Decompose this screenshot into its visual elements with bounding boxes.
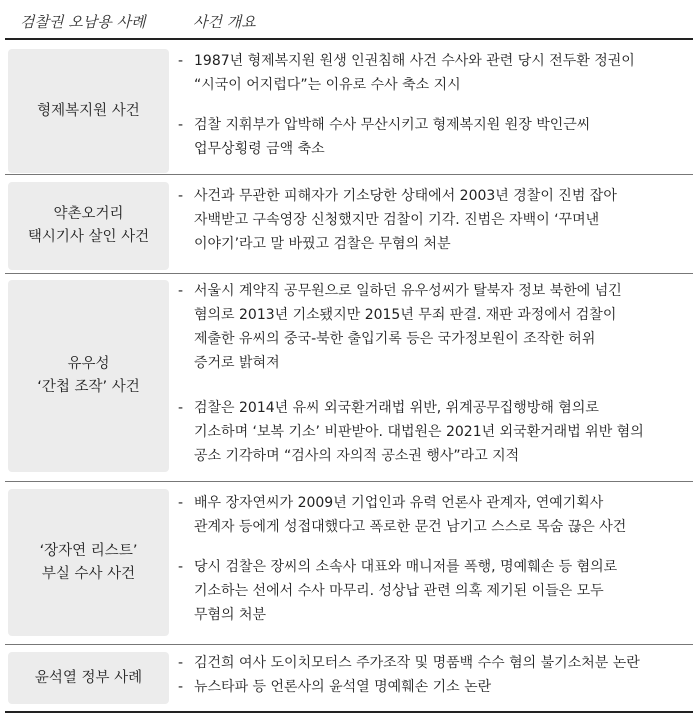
summary-item	[178, 279, 690, 375]
case-title-line: 약촌오거리	[53, 206, 124, 222]
case-title-cell	[8, 49, 169, 173]
case-title-line: 부실 수사 사건	[41, 565, 136, 582]
bullet-dash: -	[178, 117, 184, 133]
summary-item	[178, 555, 690, 627]
bullet-dash: -	[178, 679, 184, 695]
case-title-cell	[8, 652, 169, 704]
summary-line: 김건희 여사 도이치모터스 주가조작 및 명품백 수수 혐의 불기소처분 논란	[194, 655, 640, 671]
row-divider	[5, 481, 693, 482]
summary-line: 자백받고 구속영장 신청했지만 검찰이 기각. 진범은 자백이 ‘꾸며낸	[194, 212, 600, 228]
summary-text	[194, 491, 690, 539]
summary-text	[194, 113, 690, 161]
bullet-dash: -	[178, 495, 184, 511]
summary-item	[178, 651, 690, 675]
summary-item	[178, 184, 690, 256]
summary-line: 혐의로 2013년 기소됐지만 2015년 무죄 판결. 재판 과정에서 검찰이	[194, 307, 617, 323]
bottom-rule	[5, 711, 693, 713]
summary-item	[178, 113, 690, 161]
bullet-dash: -	[178, 283, 184, 299]
summary-line: 제출한 유씨의 중국-북한 출입기록 등은 국가정보원이 조작한 허위	[194, 331, 596, 347]
case-title	[8, 667, 169, 690]
summary-text	[194, 651, 690, 675]
summary-text	[194, 184, 690, 256]
summary-line: 검찰 지휘부가 압박해 수사 무산시키고 형제복지원 원장 박인근씨	[194, 117, 591, 133]
case-title-line: 유우성	[67, 356, 110, 372]
summary-line: 증거로 밝혀져	[194, 355, 280, 371]
summary-item	[178, 491, 690, 539]
case-title-cell	[8, 489, 169, 636]
case-title-line: 윤석열 정부 사례	[34, 669, 143, 686]
case-title-cell	[8, 182, 169, 270]
summary-line: 당시 검찰은 장씨의 소속사 대표와 매니저를 폭행, 명예훼손 등 혐의로	[194, 559, 618, 575]
bullet-dash: -	[178, 53, 184, 69]
summary-line: 검찰은 2014년 유씨 외국환거래법 위반, 위계공무집행방해 혐의로	[194, 400, 599, 416]
case-title	[8, 540, 169, 586]
top-rule	[5, 38, 693, 40]
case-title-cell	[8, 280, 169, 472]
summary-text	[194, 279, 690, 375]
summary-item	[178, 675, 690, 699]
summary-item	[178, 396, 690, 468]
summary-line: 사건과 무관한 피해자가 기소당한 상태에서 2003년 경찰이 진범 잡아	[194, 188, 617, 204]
bullet-dash: -	[178, 400, 184, 416]
summary-line: 기소하는 선에서 수사 마무리. 성상납 관련 의혹 제기된 이들은 모두	[194, 583, 604, 599]
case-title-line: ‘장자연 리스트’	[39, 542, 138, 559]
summary-text	[194, 49, 690, 97]
summary-text	[194, 396, 690, 468]
summary-line: 기소하며 ‘보복 기소’ 비판받아. 대법원은 2021년 외국환거래법 위반 혐의	[194, 424, 644, 440]
bullet-dash: -	[178, 559, 184, 575]
case-title-line: ‘간첩 조작’ 사건	[37, 379, 140, 395]
case-title	[8, 353, 169, 399]
summary-text	[194, 555, 690, 627]
summary-text	[194, 675, 690, 699]
summary-line: 업무상횡령 금액 축소	[194, 141, 325, 157]
bullet-dash: -	[178, 188, 184, 204]
table-header	[0, 0, 697, 40]
header-case-summary: 사건 개요	[193, 13, 256, 31]
row-divider	[5, 644, 693, 645]
case-title-line: 택시기사 살인 사건	[27, 229, 150, 245]
row-divider	[5, 273, 693, 274]
summary-line: 1987년 형제복지원 원생 인권침해 사건 수사와 관련 당시 전두환 정권이	[194, 53, 635, 69]
summary-line: 배우 장자연씨가 2009년 기업인과 유력 언론사 관계자, 연예기획사	[194, 495, 604, 511]
summary-line: “시국이 어지럽다”는 이유로 수사 축소 지시	[194, 77, 461, 93]
summary-line: 공소 기각하며 “검사의 자의적 공소권 행사”라고 지적	[194, 448, 520, 464]
summary-line: 무혐의 처분	[194, 607, 267, 623]
case-title-line: 형제복지원 사건	[37, 102, 140, 119]
header-misuse-cases: 검찰권 오남용 사례	[20, 13, 146, 31]
summary-line: 뉴스타파 등 언론사의 윤석열 명예훼손 기소 논란	[194, 679, 492, 695]
row-divider	[5, 174, 693, 175]
case-title	[8, 100, 169, 123]
bullet-dash: -	[178, 655, 184, 671]
summary-line: 관계자 등에게 성접대했다고 폭로한 문건 남기고 스스로 목숨 끊은 사건	[194, 519, 627, 535]
summary-line: 서울시 계약직 공무원으로 일하던 유우성씨가 탈북자 정보 북한에 넘긴	[194, 283, 622, 299]
case-title	[8, 203, 169, 249]
summary-item	[178, 49, 690, 97]
summary-line: 이야기’라고 말 바꿨고 검찰은 무혐의 처분	[194, 236, 451, 252]
